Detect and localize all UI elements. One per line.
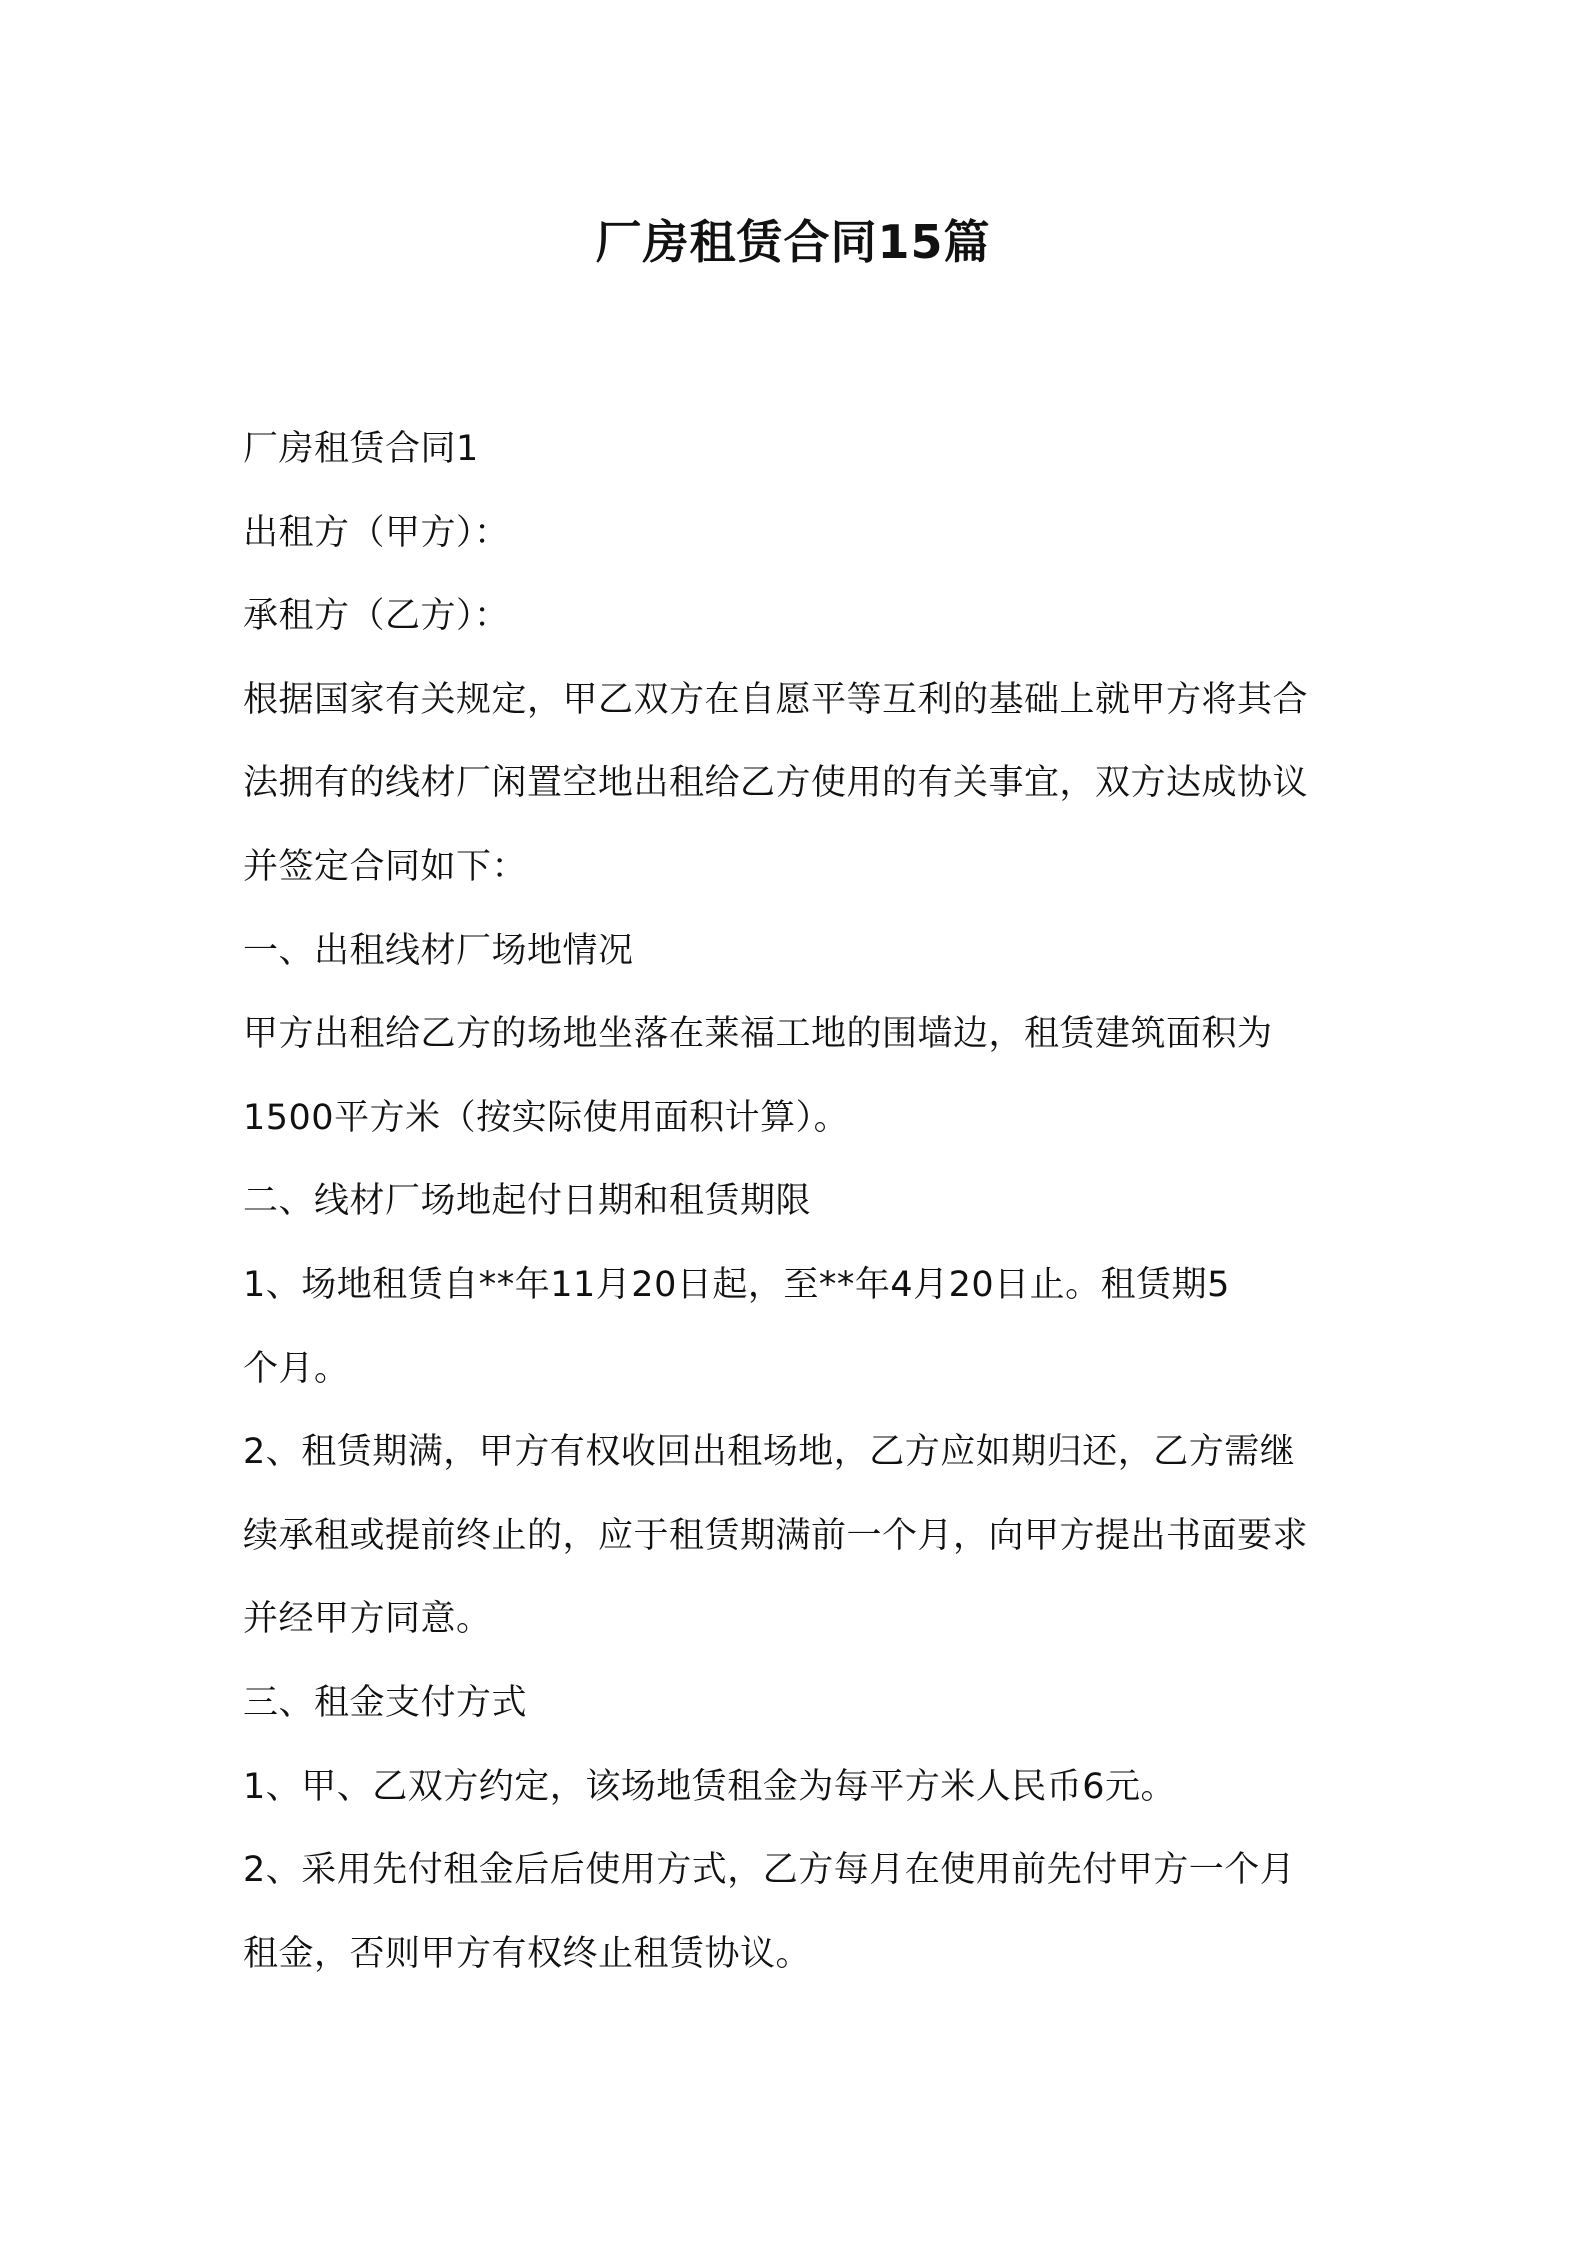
clause-heading: 二、线材厂场地起付日期和租赁期限 <box>243 1181 812 1222</box>
body-text-line: 续承租或提前终止的，应于租赁期满前一个月，向甲方提出书面要求 <box>243 1515 1309 1556</box>
lessor-line: 出租方（甲方）： <box>243 512 510 553</box>
body-text-line: 个月。 <box>243 1348 350 1389</box>
body-text-line: 1500平方米（按实际使用面积计算）。 <box>243 1097 850 1138</box>
body-text-line: 并经甲方同意。 <box>243 1599 492 1640</box>
document-title: 厂房租赁合同15篇 <box>595 215 991 269</box>
body-text-line: 甲方出租给乙方的场地坐落在莱福工地的围墙边，租赁建筑面积为 <box>243 1014 1273 1055</box>
lessee-line: 承租方（乙方）： <box>243 596 510 637</box>
body-text-line: 法拥有的线材厂闲置空地出租给乙方使用的有关事宜，双方达成协议 <box>243 763 1309 804</box>
document-body <box>243 408 1363 1996</box>
body-text-line: 1、场地租赁自**年11月20日起，至**年4月20日止。租赁期5 <box>243 1264 1230 1305</box>
clause-heading: 三、租金支付方式 <box>243 1682 528 1723</box>
clause-heading: 一、出租线材厂场地情况 <box>243 930 634 971</box>
body-text-line: 根据国家有关规定，甲乙双方在自愿平等互利的基础上就甲方将其合 <box>243 679 1309 720</box>
body-text-line: 2、租赁期满，甲方有权收回出租场地，乙方应如期归还，乙方需继 <box>243 1432 1296 1473</box>
body-text-line: 1、甲、乙双方约定，该场地赁租金为每平方米人民币6元。 <box>243 1766 1177 1807</box>
body-text-line: 2、采用先付租金后后使用方式，乙方每月在使用前先付甲方一个月 <box>243 1850 1296 1891</box>
body-text-line: 租金，否则甲方有权终止租赁协议。 <box>243 1933 812 1974</box>
body-text-line: 并签定合同如下： <box>243 846 528 887</box>
section-heading: 厂房租赁合同1 <box>243 429 479 469</box>
